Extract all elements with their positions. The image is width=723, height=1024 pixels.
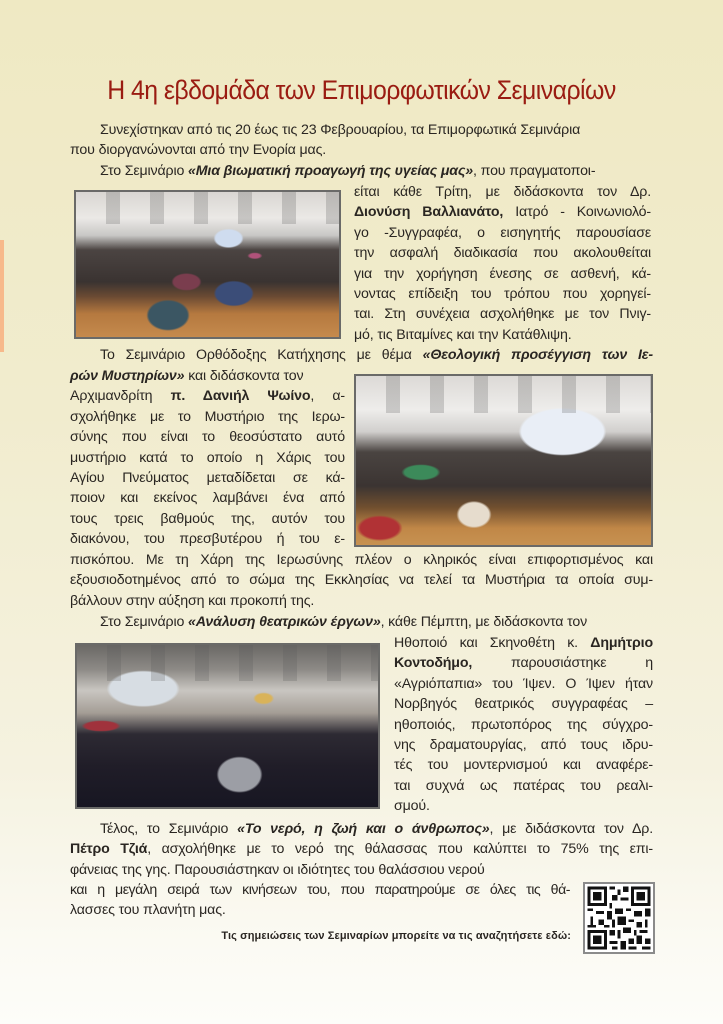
- seminar3-theme: «Ανάλυση θεατρικών έργων»: [188, 614, 381, 630]
- notes-label: Τις σημειώσεις των Σεμιναρίων μπορείτε να τις αναζητήσετε εδώ:: [221, 930, 571, 942]
- side-tab-marker: [0, 240, 4, 352]
- seminar3-photo: [75, 643, 380, 809]
- seminar2-photo: [354, 374, 653, 547]
- article-title: Η 4η εβδομάδα των Επιμορφωτικών Σεμιναρίων: [107, 75, 616, 105]
- intro-paragraph: [70, 120, 652, 161]
- seminar2-theme: «Θεολογική προσέγγιση των Ιε-: [422, 347, 653, 363]
- seminar3-lead: Στο Σεμινάριο «Ανάλυση θεατρικών έργων», κάθε Πέμπτη, με διδάσκοντα τον: [100, 614, 588, 630]
- seminar2-paragraph-cont: πισκόπου. Με τη Χάρη της Ιερωσύνης πλέον ο κληρικός είναι επιφορτισμένος και εξουσιοδοτημένος από το σώμα της Εκκλησίας να τελεί τα Μυστήρια τα οποία συμ- βάλλουν στην αύξηση και προκοπή της.: [70, 552, 653, 609]
- seminar2-speaker: π. Δανιήλ Ψωίνο: [170, 388, 311, 405]
- seminar1-lead: Στο Σεμινάριο «Μια βιωματική προαγωγή της υγείας μας», που πραγματοποι-: [100, 163, 596, 179]
- intro-line-1: Συνεχίστηκαν από τις 20 έως τις 23 Φεβρουαρίου, τα Επιμορφωτικά Σεμινάρια: [100, 122, 581, 138]
- seminar4-paragraph-cont: και η μεγάλη σειρά των κινήσεων του, που παρατηρούμε σε όλες τις θά- λασσες του πλανήτη μας.: [70, 882, 570, 919]
- seminar4-speaker: Πέτρο Τζιά: [70, 841, 148, 858]
- seminar2-lead: Το Σεμινάριο Ορθόδοξης Κατήχησης με θέμα «Θεολογική προσέγγιση των Ιε-: [100, 347, 653, 363]
- seminar4-paragraph: Τέλος, το Σεμινάριο «Το νερό, η ζωή και ο άνθρωπος», με διδάσκοντα τον Δρ. Πέτρο Τζιά, ασχολήθηκε με το νερό της θάλασσας που καλύπτει το 75% της επι- φάνειας της γης. Παρουσιάστηκαν οι ιδιότητες του θαλάσσιου νερού: [70, 821, 653, 878]
- seminar4-theme: «Το νερό, η ζωή και ο άνθρωπος»: [237, 821, 490, 837]
- seminar3-paragraph: Ηθοποιό και Σκηνοθέτη κ. Δημήτριο Κοντοδήμο, παρουσιάστηκε η «Αγριόπαπια» του Ίψεν. Ο Ίψεν ήταν Νορβηγός θεατρικός συγγραφέας – ηθοποιός, πρωτοπόρος της σύγχρο- νης δραματουργίας, από τους ιδρυ- τές του μοντερνισμού και αναφέρε- ται συχνά ως πατέρας του ρεαλι- σμού.: [394, 635, 653, 815]
- qr-code-icon[interactable]: [583, 882, 655, 954]
- seminar1-paragraph: είται κάθε Τρίτη, με διδάσκοντα τον Δρ. Διονύση Βαλλιανάτο, Ιατρό - Κοινωνιολό- γο -Συγγραφέα, ο εισηγητής παρουσίασε την ασφαλή διαδικασία που ακολουθείται για την χορήγηση ένεσης σε ασθενή, κά- νοντας επίδειξη του τρόπου που χορηγεί- ται. Στη συνέχεια ασχολήθηκε με τον Πνιγ- μό, τις Βιταμίνες και την Κατάθλιψη.: [354, 184, 651, 343]
- intro-line-2: που διοργανώνονται από την Ενορία μας.: [70, 142, 327, 159]
- seminar1-speaker: Διονύση Βαλλιανάτο,: [354, 204, 504, 221]
- seminar1-photo: [74, 190, 341, 339]
- seminar2-paragraph: ρών Μυστηρίων» και διδάσκοντα τον Αρχιμανδρίτη π. Δανιήλ Ψωίνο, α- σχολήθηκε με το Μυστήριο της Ιερω- σύνης που είναι το θεοσύστατο αυτό μυστήριο κατά το οποίο η Χάρις του Αγίου Πνεύματος μεταδίδεται σε κά- ποιον και εκείνος λαμβάνει ένα από τους τρεις βαθμούς της, αυτόν του διακόνου, του πρεσβυτέρου ή του ε-: [70, 368, 345, 548]
- seminar3-speaker: Δημήτριο: [590, 635, 653, 651]
- seminar1-theme: «Μια βιωματική προαγωγή της υγείας μας»: [188, 163, 474, 179]
